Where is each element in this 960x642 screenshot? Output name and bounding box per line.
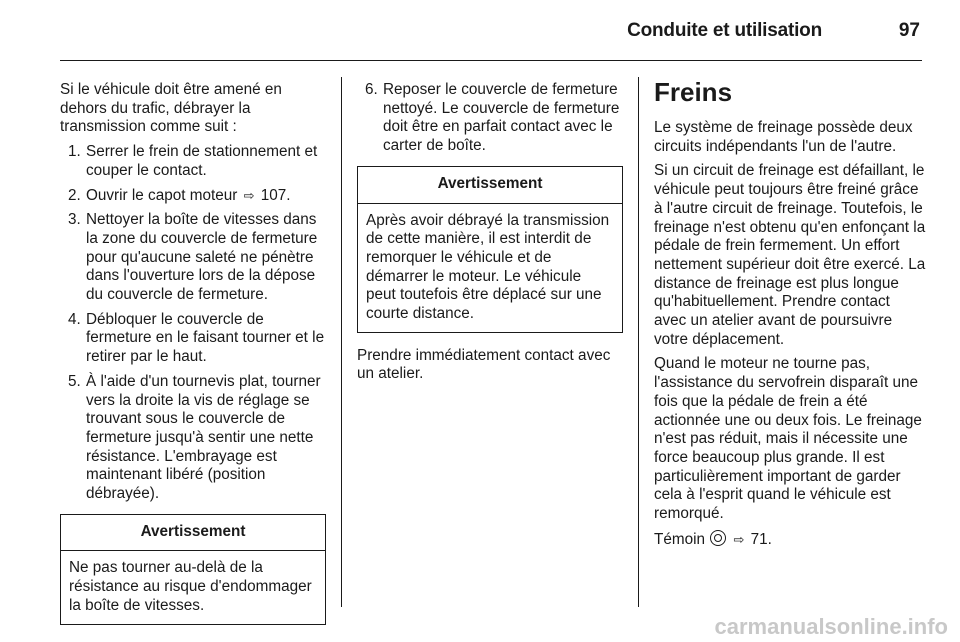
step-4	[60, 311, 326, 367]
warning-box	[357, 166, 623, 333]
warning-title: Avertissement	[61, 515, 325, 552]
page-number: 97	[898, 20, 920, 41]
column-1	[60, 81, 326, 639]
page-reference[interactable]: 71.	[750, 530, 772, 548]
column-2	[357, 81, 623, 390]
page-reference-icon: ⇨	[733, 531, 745, 547]
step-number: 6.	[365, 81, 378, 98]
step-number: 5.	[68, 372, 81, 390]
page-reference-icon: ⇨	[243, 187, 255, 203]
step-number: 2.	[68, 186, 81, 204]
page-reference[interactable]: 107.	[260, 186, 291, 204]
steps-list-continued	[357, 81, 623, 156]
warning-title: Avertissement	[358, 167, 622, 204]
step-number: 3.	[68, 211, 81, 229]
watermark: carmanualsonline.info	[714, 614, 948, 639]
step-number: 4.	[68, 310, 81, 328]
step-2	[60, 187, 326, 206]
warning-box	[60, 514, 326, 625]
brake-warning-icon	[710, 530, 726, 546]
paragraph: Si un circuit de freinage est défaillant, le véhicule peut toujours être freiné grâce à l'autre circuit de freinage. Toutefois, le freinage n'est obtenu qu'en enfonçant la pédale de frein fermement. Un effort nettement supérieur doit être exercé. La distance de freinage est plus longue qu'habituellement. Prendre contact avec un atelier avant de poursuivre votre déplacement.	[654, 162, 926, 348]
paragraph: Quand le moteur ne tourne pas, l'assistance du servofrein disparaît une fois que la pédale de frein a été actionnée une ou deux fois. Le freinage n'est pas réduit, mais il nécessite une force beaucoup plus grande. Il est particulièrement important de garder cela à l'esprit quand le véhicule est remorqué.	[654, 355, 922, 523]
step-text: À l'aide d'un tournevis plat, tourner vers la droite la vis de réglage se trouvant sous le couvercle de fermeture jusqu'à sentir une nette résistance. L'embrayage est maintenant libéré (position débrayée).	[86, 372, 321, 503]
step-6	[357, 81, 623, 156]
step-text: Ouvrir le capot moteur	[86, 186, 238, 204]
step-number: 1.	[68, 143, 81, 161]
column-3	[654, 77, 926, 555]
step-5	[60, 373, 326, 504]
step-1	[60, 143, 326, 180]
warning-body: Ne pas tourner au-delà de la résistance au risque d'endommager la boîte de vitesses.	[69, 559, 312, 614]
indicator-reference	[654, 530, 926, 550]
steps-list	[60, 143, 326, 504]
step-text: Nettoyer la boîte de vitesses dans la zone du couvercle de fermeture pour qu'aucune saleté ne pénètre dans l'ouverture lors de la dépose du couvercle de fermeture.	[86, 211, 318, 304]
header-rule	[60, 60, 922, 61]
header-title: Conduite et utilisation	[627, 20, 822, 41]
step-text: Serrer le frein de stationnement et couper le contact.	[86, 143, 318, 179]
section-title: Freins	[654, 77, 733, 107]
intro-text: Si le véhicule doit être amené en dehors du trafic, débrayer la transmission comme suit :	[60, 81, 282, 136]
column-divider-1	[341, 77, 342, 607]
step-3	[60, 211, 326, 305]
closing-text: Prendre immédiatement contact avec un atelier.	[357, 346, 611, 383]
step-text: Débloquer le couvercle de fermeture en le faisant tourner et le retirer par le haut.	[86, 310, 325, 366]
indicator-label: Témoin	[654, 530, 706, 548]
column-divider-2	[638, 77, 639, 607]
step-text: Reposer le couvercle de fermeture nettoyé. Le couvercle de fermeture doit être en parfait contact avec le carter de boîte.	[383, 81, 620, 155]
paragraph: Le système de freinage possède deux circuits indépendants l'un de l'autre.	[654, 119, 913, 155]
warning-body: Après avoir débrayé la transmission de cette manière, il est interdit de remorquer le véhicule et de démarrer le moteur. Le véhicule peut toutefois être déplacé sur une courte distance.	[366, 211, 610, 323]
